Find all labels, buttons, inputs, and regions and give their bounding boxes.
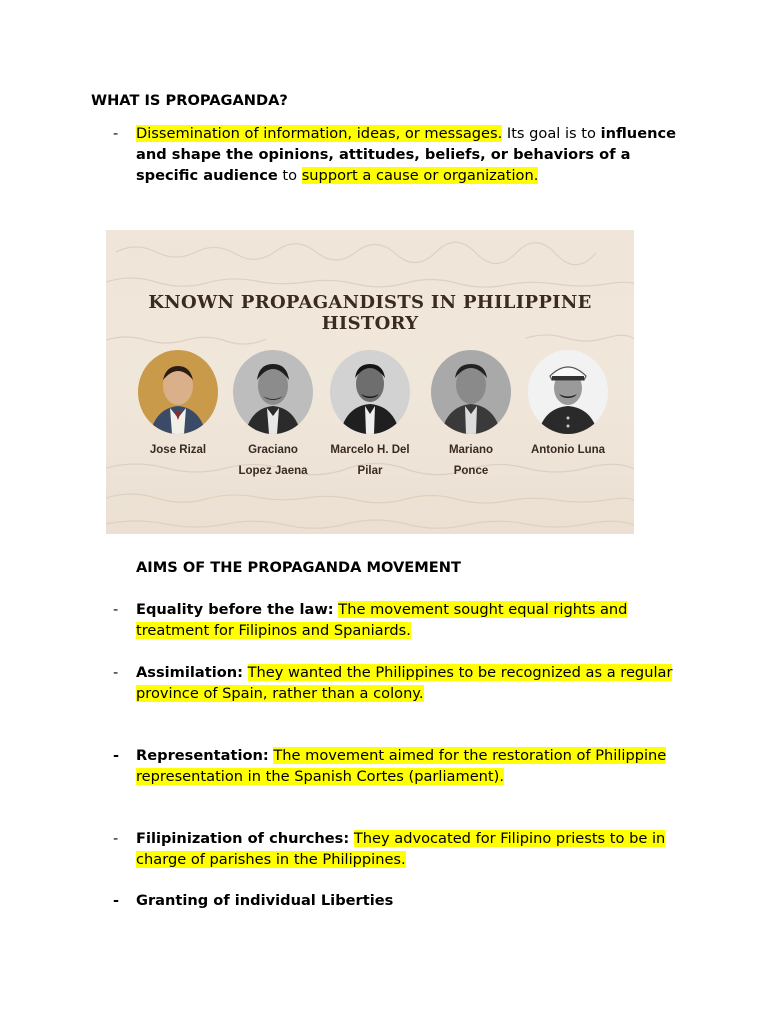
highlight-dissemination: Dissemination of information, ideas, or messages.	[136, 125, 503, 142]
aim-text	[136, 890, 681, 911]
aim-item-liberties	[91, 890, 681, 911]
aim-desc: They wanted the Philippines to be recognized as a regular province of Spain, rather than a colony.	[136, 664, 673, 702]
aim-desc: The movement sought equal rights and treatment for Filipinos and Spaniards.	[136, 601, 628, 639]
portrait-image	[528, 350, 608, 434]
portrait-mariano-ponce	[431, 350, 511, 482]
aim-text	[136, 828, 681, 870]
aim-item-filipinization	[91, 828, 681, 870]
portrait-name	[123, 440, 233, 461]
aim-text	[136, 662, 681, 704]
portrait-name	[315, 440, 425, 482]
aim-label: Assimilation:	[136, 664, 243, 681]
bullet-dash: -	[113, 664, 119, 681]
figure-title: KNOWN PROPAGANDISTS IN PHILIPPINE HISTORY	[148, 292, 592, 334]
aim-label: Equality before the law:	[136, 601, 334, 618]
portrait-image	[431, 350, 511, 434]
portrait-name	[416, 440, 526, 482]
name-line-2: Ponce	[453, 465, 489, 477]
aim-text	[136, 745, 681, 787]
aim-text	[136, 599, 681, 641]
definition-plain-1: Its goal is to	[502, 125, 601, 142]
portrait-marcelo-h-del-pilar	[330, 350, 410, 482]
page-heading: WHAT IS PROPAGANDA?	[91, 92, 288, 109]
portrait-image	[233, 350, 313, 434]
name-line-1: Mariano	[448, 444, 494, 456]
aims-heading	[91, 557, 681, 578]
bullet-dash: -	[113, 892, 120, 909]
aim-item-equality	[91, 599, 681, 641]
bullet-dash: -	[113, 125, 119, 142]
portrait-graciano-lopez-jaena	[233, 350, 313, 482]
definition-text	[136, 123, 681, 186]
aim-desc: They advocated for Filipino priests to be in charge of parishes in the Philippines.	[136, 830, 666, 868]
definition-plain-2: to	[277, 167, 302, 184]
aim-item-assimilation	[91, 662, 681, 704]
name-line-1: Marcelo H. Del	[330, 444, 410, 456]
aim-desc: The movement aimed for the restoration of Philippine representation in the Spanish Cortes (parliament).	[136, 747, 667, 785]
aim-label: Filipinization of churches:	[136, 830, 350, 847]
bullet-dash: -	[113, 830, 119, 847]
name-line-1: Antonio Luna	[530, 444, 606, 456]
portrait-image	[138, 350, 218, 434]
portrait-name	[218, 440, 328, 482]
name-line-2: Pilar	[357, 465, 383, 477]
definition-bold: influence and shape the opinions, attitudes, beliefs, or behaviors of a specific audience	[136, 125, 677, 184]
propagandists-figure	[106, 230, 634, 534]
portrait-antonio-luna	[528, 350, 608, 461]
aim-label: Granting of individual Liberties	[136, 892, 394, 909]
portrait-name	[513, 440, 623, 461]
name-line-1: Jose Rizal	[149, 444, 207, 456]
name-line-1: Graciano	[248, 444, 298, 456]
portrait-image	[330, 350, 410, 434]
aims-title: AIMS OF THE PROPAGANDA MOVEMENT	[136, 559, 461, 576]
name-line-2: Lopez Jaena	[238, 465, 308, 477]
aim-item-representation	[91, 745, 681, 787]
aim-label: Representation:	[136, 747, 269, 764]
definition-bullet	[91, 123, 681, 186]
bullet-dash: -	[113, 601, 119, 618]
bullet-dash: -	[113, 747, 120, 764]
highlight-support: support a cause or organization.	[301, 167, 539, 184]
portrait-jose-rizal	[138, 350, 218, 461]
